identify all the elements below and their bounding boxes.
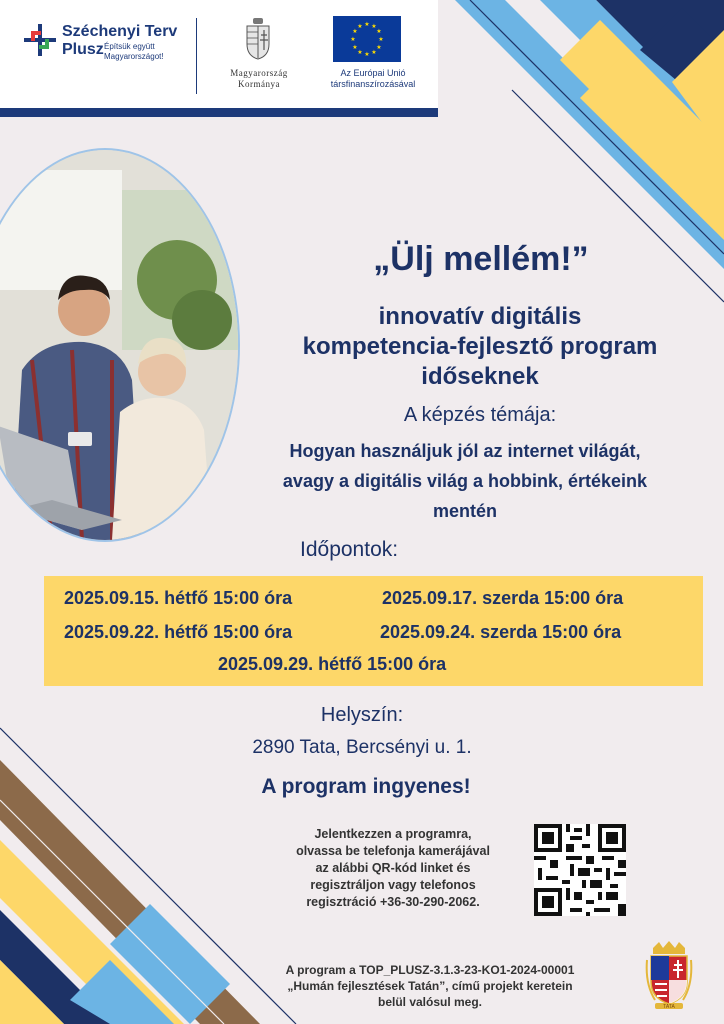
- event-subtitle: [240, 302, 720, 392]
- date-item: 2025.09.15. hétfő 15:00 óra: [64, 588, 293, 608]
- slogan-line-1: Építsük együtt: [104, 42, 155, 51]
- szechenyi-title: Széchenyi Terv: [62, 23, 178, 40]
- eu-logo-text: [318, 68, 428, 90]
- free-program-notice: A program ingyenes!: [261, 775, 471, 798]
- eu-flag-icon: [333, 16, 401, 62]
- registration-line-1: Jelentkezzen a programra,: [314, 827, 472, 841]
- dates-box: [44, 576, 703, 686]
- qr-code-icon[interactable]: [534, 824, 626, 916]
- footer-line-1: A program a TOP_PLUSZ-3.1.3-23-KO1-2024-00001: [285, 963, 575, 977]
- svg-text:★: ★: [352, 44, 358, 51]
- subtitle-line-1: innovatív digitális: [378, 303, 582, 330]
- szechenyi-title-plusz: Plusz: [62, 41, 104, 58]
- footer-line-2: „Humán fejlesztések Tatán”, című projekt keretein: [287, 979, 573, 993]
- photo-illustration: [0, 150, 238, 540]
- header-divider: [196, 18, 197, 94]
- svg-text:★: ★: [357, 49, 363, 56]
- header-logo-bar: [0, 0, 438, 108]
- registration-line-5: regisztráció +36-30-290-2062.: [306, 895, 480, 909]
- eu-stars: [333, 16, 401, 62]
- svg-text:★: ★: [376, 44, 382, 51]
- government-logo-text: [210, 68, 308, 90]
- topic-description: [210, 436, 720, 526]
- date-item: 2025.09.29. hétfő 15:00 óra: [218, 654, 447, 674]
- subtitle-line-3: időseknek: [421, 363, 539, 390]
- svg-text:★: ★: [371, 23, 377, 30]
- svg-text:★: ★: [364, 51, 370, 58]
- svg-text:★: ★: [376, 28, 382, 35]
- registration-line-4: regisztráljon vagy telefonos: [310, 878, 476, 892]
- szechenyi-slogan: [104, 42, 164, 62]
- topic-line-3: mentén: [432, 501, 497, 521]
- szechenyi-logo-icon: [22, 22, 58, 58]
- svg-text:★: ★: [378, 36, 384, 43]
- registration-info: [262, 826, 524, 911]
- header-underline: [0, 108, 438, 117]
- subtitle-line-2: kompetencia-fejlesztő program: [302, 333, 658, 360]
- gov-line-1: Magyarország: [230, 68, 288, 78]
- date-item: 2025.09.17. szerda 15:00 óra: [382, 588, 624, 608]
- svg-text:★: ★: [371, 49, 377, 56]
- gov-line-2: Kormánya: [238, 79, 280, 89]
- footer-line-3: belül valósul meg.: [377, 995, 483, 1009]
- topic-line-1: Hogyan használjuk jól az internet világát,: [289, 441, 641, 461]
- eu-line-2: társfinanszírozásával: [330, 79, 416, 89]
- tata-crest-label: TATA: [663, 1004, 675, 1010]
- registration-line-2: olvassa be telefonja kamerájával: [296, 844, 490, 858]
- date-item: 2025.09.24. szerda 15:00 óra: [380, 622, 622, 642]
- footer-project-info: [240, 962, 620, 1010]
- location-address: 2890 Tata, Bercsényi u. 1.: [252, 737, 472, 758]
- dates-label: Időpontok:: [300, 538, 399, 561]
- tata-coat-of-arms-icon: [645, 940, 693, 1010]
- date-item: 2025.09.22. hétfő 15:00 óra: [64, 622, 293, 642]
- svg-text:★: ★: [350, 36, 356, 43]
- topic-label: A képzés témája:: [403, 404, 557, 426]
- location-label: Helyszín:: [320, 704, 404, 726]
- hungarian-coat-of-arms-icon: [244, 16, 272, 60]
- svg-text:★: ★: [364, 21, 370, 28]
- eu-line-1: Az Európai Unió: [340, 68, 406, 78]
- topic-line-2: avagy a digitális világ a hobbink, értékeink: [282, 471, 648, 491]
- slogan-line-2: Magyarországot!: [104, 52, 164, 61]
- registration-line-3: az alábbi QR-kód linket és: [315, 861, 471, 875]
- svg-text:★: ★: [357, 23, 363, 30]
- event-title: „Ülj mellém!”: [373, 240, 589, 278]
- svg-text:★: ★: [352, 28, 358, 35]
